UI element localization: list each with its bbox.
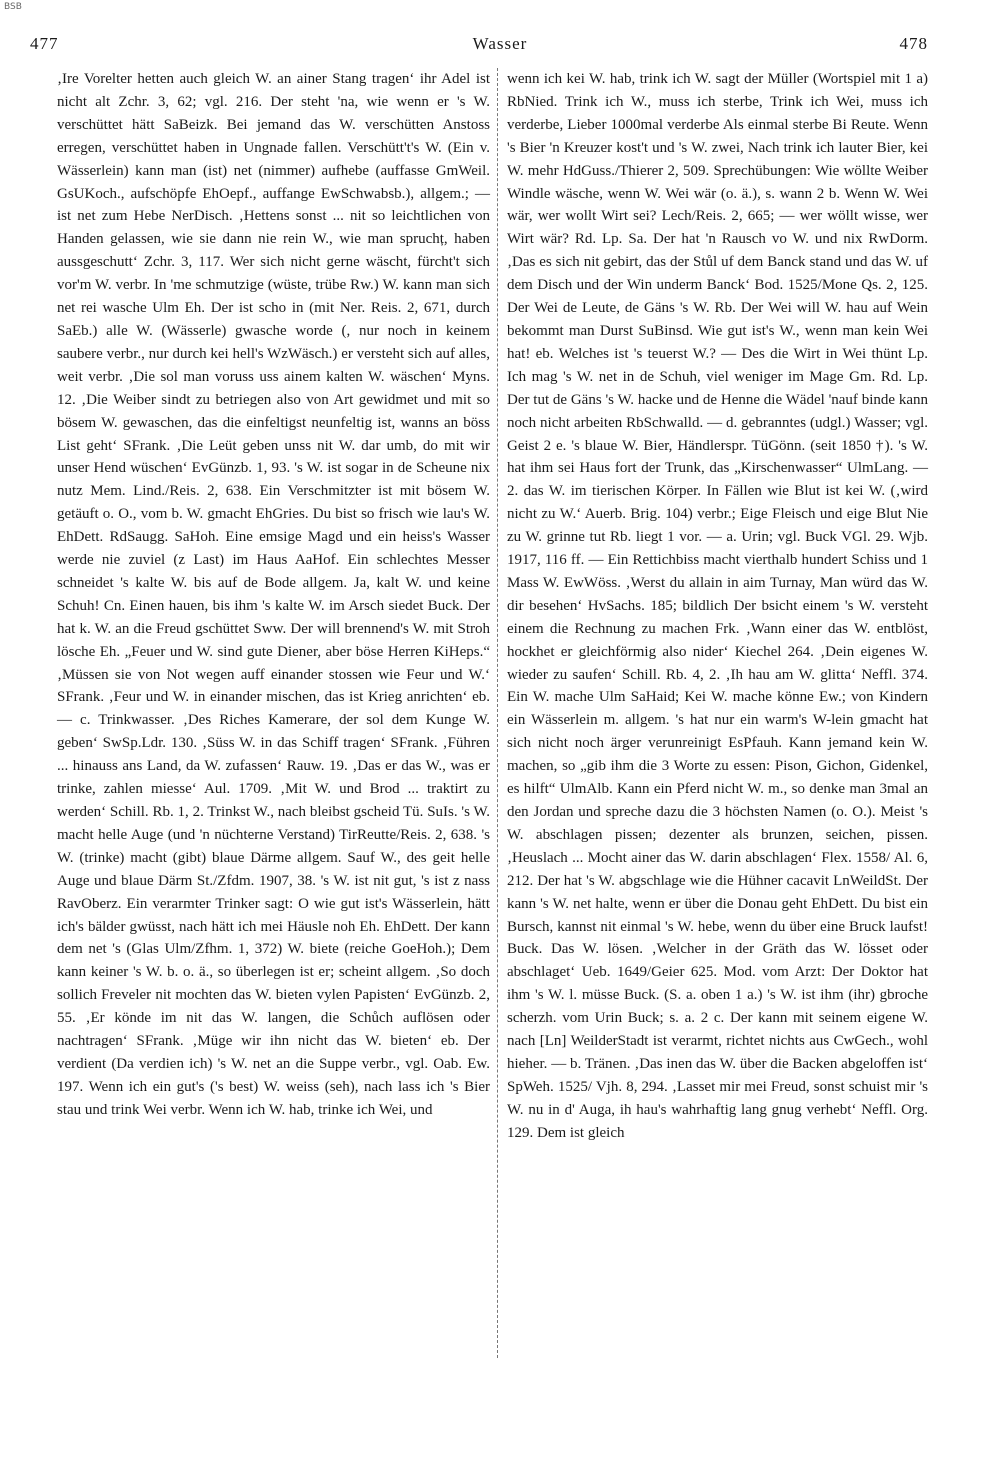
column-divider: [497, 68, 498, 1358]
page-number-right: 478: [899, 34, 928, 53]
running-head: Wasser: [472, 34, 528, 53]
left-column-text: ‚Ire Vorelter hetten auch gleich W. an ainer Stang tragen‘ ihr Adel ist nicht alt Zchr. 3, 62; vgl. 216. Der steht 'na, wie wenn er 's W. verschüttet hätt SaBeizk. Bei jemand das W. verschütten Anstoss erregen, verschüttet haben in Ungnade fallen. Verschütt't's W. (Ein v. Wässerlein) kann man (ist) net (nimmer) aufhebe (auffasse GmWeil. GsUKoch., aufschöpfe EhOepf., auffange EwSchwabsb.), allgem.; — ist net zum Hebe NerDisch. ‚Hettens sonst ... nit so leichtlichen von Handen gelassen, wie sie dann nie rein W., wie man spruchț, haben aussgeschutt‘ Zchr. 3, 117. Wer sich nicht gerne wäscht, fürcht't sich vor'm W. verbr. In 'me schmutzige (wüste, trübe Rw.) W. kann man sich net rei wasche Ulm Eh. Der ist scho in (mit Ner. Reis. 2, 671, durch SaEb.) alle W. (Wässerle) gwasche worde (, nur noch in keinem saubere verbr., nur durch kei hell's WzWäsch.) er versteht sich auf alles, weit verbr. ‚Die sol man voruss uss ainem kalten W. wäschen‘ Myns. 12. ‚Die Weiber sindt zu betriegen also von Art gewidmet und mit so bösem W. gewaschen, das die einfeltigst neunfeltig ist, wanns an böss List geht‘ SFrank. ‚Die Leüt geben unss nit W. dar umb, do mit wir unser Hend wüschen‘ EvGünzb. 1, 93. 's W. ist sogar in de Scheune nix nutz Mem. Lind./Reis. 2, 638. Ein Verschmitzter ist mit bösem W. getäuft o. O., vom b. W. gmacht EhGries. Du bist so frisch wie lau's W. EhDett. RdSaugg. SaHoh. Eine emsige Magd und ein heiss's Wasser werde nie zuviel (z Last) im Haus AaHof. Ein schlechtes Messer schneidet 's kalte W. bis auf de Bode allgem. Ja, kalt W. und keine Schuh! Cn. Einen hauen, bis ihm 's kalte W. im Arsch siedet Buck. Der hat k. W. an die Freud gschüttet Sww. Der will brennend's W. mit Stroh lösche Eh. „Feuer und W. sind gute Diener, aber böse Herren KiHeps.“ ‚Müssen sie von Not wegen auff einander stossen wie Feur und W.‘ SFrank. ‚Feur und W. in einander mischen, das ist Krieg anrichten‘ eb. — c. Trinkwasser. ‚Des Riches Kamerare, der sol dem Kunge W. geben‘ SwSp.Ldr. 130. ‚Süss W. in das Schiff tragen‘ SFrank. ‚Führen ... hinauss ans Land, da W. zufassen‘ Rauw. 19. ‚Das er das W., was er trinke, zahlen miesse‘ Aul. 1709. ‚Mit W. und Brod ... traktirt zu werden‘ Schill. Rb. 1, 2. Trinkst W., nach bleibst gscheid Tü. SuIs. 's W. macht helle Auge (und 'n nüchterne Verstand) TirReutte/Reis. 2, 638. 's W. (trinke) macht (gibt) blaue Därme allgem. Sauf W., des geit helle Auge und blaue Därm St./Zfdm. 1907, 38. 's W. ist nit gut, 's ist z nass RavOberz. Ein verarmter Trinker sagt: O wie gut ist's Wässerlein, hätt ich's bälder gwüsst, nach hätt ich mei Häusle noh Eh. EhDett. Der kann dem net 's (Glas Ulm/Zfhm. 1, 372) W. biete (reiche GoeHoh.); Dem kann keiner 's W. b. o. ä., so überlegen ist er; scheint allgem. ‚So doch sollich Freveler nit mochten das W. bieten vylen Papisten‘ EvGünzb. 2, 55. ‚Er könde im nit das W. langen, die Schůch auflösen oder nachtragen‘ SFrank. ‚Müge wir ihn nicht das W. bieten‘ eb. Der verdient (Da verdien ich) 's W. net an die Suppe verbr., vgl. Oab. Ew. 197. Wenn ich ein gut's ('s best) W. weiss (seh), nach lass ich 's Bier stau und trink Wei verbr. Wenn ich W. hab, trinke ich Wei, und: [57, 71, 490, 1118]
right-column: [507, 68, 928, 1145]
page-header: [0, 30, 1000, 58]
right-column-text: wenn ich kei W. hab, trink ich W. sagt der Müller (Wortspiel mit 1 a) RbNied. Trink ich W., muss ich sterbe, Trink ich Wei, muss ich verderbe, Lieber 1000mal verderbe Als einmal sterbe Bi Reute. Wenn 's Bier 'n Kreuzer kost't und 's W. zwei, Nach trink ich lauter Bier, kei W. mehr HdGuss./Thierer 2, 509. Sprechübungen: Wie wöllte Weiber Windle wäsche, wenn W. Wei wär (o. ä.), s. wann 2 b. Wenn W. Wei wär, wer wollt Wirt sei? Lech/Reis. 2, 665; — wer wöllt wisse, wer Wirt wär? Rd. Lp. Sa. Der hat 'n Rausch vo W. und nix RwDorm. ‚Das es sich nit gebirt, das der Stůl uf dem Banck stand und das W. uf dem Disch und der Win underm Banck‘ Bod. 1525/Mone Qs. 2, 125. Der Wei de Leute, de Gäns 's W. Rb. Der Wei will W. hau auf Wein bekommt man Durst SuBinsd. Wie gut ist's W., wenn man kein Wei hat! eb. Welches ist 's teuerst W.? — Des die Wirt in Wei thünt Lp. Ich mag 's W. net in de Schuh, viel weniger im Mage Gm. Rd. Lp. Der tut de Gäns 's W. hacke und de Henne die Wädel 'nauf binde kann noch nicht arbeiten RbSchwalld. — d. gebranntes (udgl.) Wasser; vgl. Geist 2 e. 's blaue W. Bier, Händlerspr. TüGönn. (seit 1850 †). 's W. hat ihm sei Haus fort der Trunk, das „Kirschenwasser“ UlmLang. — 2. das W. im tierischen Körper. In Fällen wie Blut ist kei W. (‚wird nicht zu W.‘ Auerb. Brig. 104) verbr.; Eige Fleisch und eige Blut Nie zu W. grinne tut Rb. liegt 1 vor. — a. Urin; vgl. Buck VGl. 29. Wjb. 1917, 116 ff. — Ein Rettichbiss macht vierthalb hundert Schiss und 1 Mass W. EwWöss. ‚Werst du allain in aim Turnay, Man würd das W. dir besehen‘ HvSachs. 185; bildlich Der bsicht einem 's W. versteht einem die Rechnung zu machen Frk. ‚Wann einer das W. entblöst, hockhet er gleichförmig also nider‘ Kiechel 264. ‚Dein eigenes W. wieder zu saufen‘ Schill. Rb. 4, 2. ‚Ih hau am W. glitta‘ Neffl. 374. Ein W. mache Ulm SaHaid; Kei W. mache könne Ew.; von Kindern ein Wässerlein m. allgem. 's hat nur ein warm's W-lein gmacht hat sich nicht noch ärger verunreinigt EsPfauh. Kann jemand kein W. machen, so „gib ihm die 3 Worte zu essen: Pison, Gichon, Gidenkel, es hilft“ UlmAlb. Kann ein Pferd nicht W. m., so denke man 3mal an den Jordan und spreche dazu die 3 höchsten Namen (o. O.). Meist 's W. abschlagen pissen; dezenter als brunzen, seichen, pissen. ‚Heuslach ... Mocht ainer das W. darin abschlagen‘ Flex. 1558/ Al. 6, 212. Der hat 's W. abgschlage wie die Hühner cacavit LnWeildSt. Der kann 's W. net halte, wenn er über die Donau geht EhDett. Du bist ein Bursch, kannst nit einmal 's W. hebe, wenn du über eine Bruck laufst! Buck. Das W. lösen. ‚Welcher in der Gräth das W. lösset oder abschlaget‘ Ueb. 1649/Geier 625. Mod. vom Arzt: Der Doktor hat ihm 's W. l. müsse Buck. (S. a. oben 1 a.) 's W. ist ihm (ihr) gbroche scherzh. vom Urin Buck; s. a. 2 c. Der kann mit seinem eigene W. nach [Ln] WeilderStadt ist verarmt, richtet nichts aus CwGech., wohl hieher. — b. Tränen. ‚Das inen das W. über die Backen abgeloffen ist‘ SpWeh. 1525/ Vjh. 8, 294. ‚Lasset mir mei Freud, sonst schuist mir 's W. nu in d' Auga, ih hau's wahrhaftig lang gnug verhebt‘ Neffl. Org. 129. Dem ist gleich: [507, 71, 928, 1141]
left-column: [57, 68, 490, 1122]
page-number-left: 477: [30, 34, 59, 53]
library-stamp: BSB: [4, 2, 22, 12]
